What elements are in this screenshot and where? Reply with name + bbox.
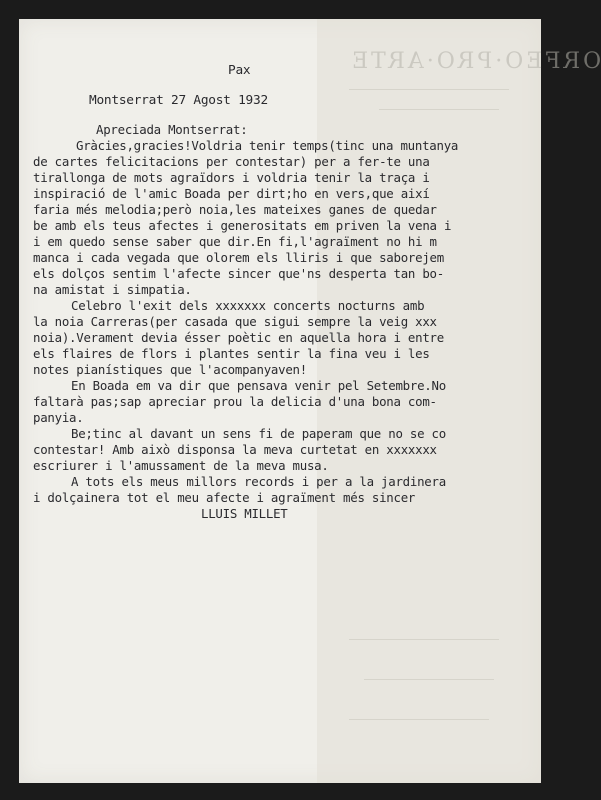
body-line: notes pianístiques que l'acompanyaven! bbox=[33, 362, 307, 377]
body-line: faria més melodia;però noia,les mateixes ganes de quedar bbox=[33, 202, 437, 217]
body-line: Celebro l'exit dels xxxxxxx concerts nocturns amb bbox=[71, 298, 425, 313]
body-line: tirallonga de mots agraïdors i voldria tenir la traça i bbox=[33, 170, 430, 185]
body-line: na amistat i simpatia. bbox=[33, 282, 192, 297]
body-line: escriurer i l'amussament de la meva musa. bbox=[33, 458, 329, 473]
letter-body bbox=[19, 19, 541, 783]
body-line: faltarà pas;sap apreciar prou la delicia d'una bona com- bbox=[33, 394, 437, 409]
body-line: manca i cada vegada que olorem els lliris i que saborejem bbox=[33, 250, 444, 265]
body-line: En Boada em va dir que pensava venir pel Setembre.No bbox=[71, 378, 446, 393]
body-line: panyia. bbox=[33, 410, 84, 425]
body-line: els flaires de flors i plantes sentir la fina veu i les bbox=[33, 346, 430, 361]
body-line: noia).Verament devia ésser poètic en aquella hora i entre bbox=[33, 330, 444, 345]
ghost-letterhead-mark: ORFEO·PRO·ARTE bbox=[349, 49, 601, 74]
body-line: contestar! Amb això disponsa la meva curtetat en xxxxxxx bbox=[33, 442, 437, 457]
body-line: be amb els teus afectes i generositats em priven la vena i bbox=[33, 218, 452, 233]
body-line: la noia Carreras(per casada que sigui sempre la veig xxx bbox=[33, 314, 437, 329]
letter-heading: Pax bbox=[228, 63, 251, 78]
body-line: Be;tinc al davant un sens fi de paperam que no se co bbox=[71, 426, 446, 441]
body-line: inspiració de l'amic Boada per dirt;ho en vers,que així bbox=[33, 186, 430, 201]
letter-sheet bbox=[19, 19, 601, 783]
body-line: i em quedo sense saber que dir.En fi,l'agraïment no hi m bbox=[33, 234, 437, 249]
salutation: Apreciada Montserrat: bbox=[96, 122, 248, 137]
dateline: Montserrat 27 Agost 1932 bbox=[89, 93, 268, 108]
signature: LLUIS MILLET bbox=[201, 506, 288, 521]
body-line: els dolços sentim l'afecte sincer que'ns desperta tan bo- bbox=[33, 266, 444, 281]
body-line: Gràcies,gracies!Voldria tenir temps(tinc una muntanya bbox=[76, 138, 459, 153]
body-line: de cartes felicitacions per contestar) per a fer-te una bbox=[33, 154, 430, 169]
body-line: i dolçainera tot el meu afecte i agraïment més sincer bbox=[33, 490, 416, 505]
body-line: A tots els meus millors records i per a la jardinera bbox=[71, 474, 446, 489]
